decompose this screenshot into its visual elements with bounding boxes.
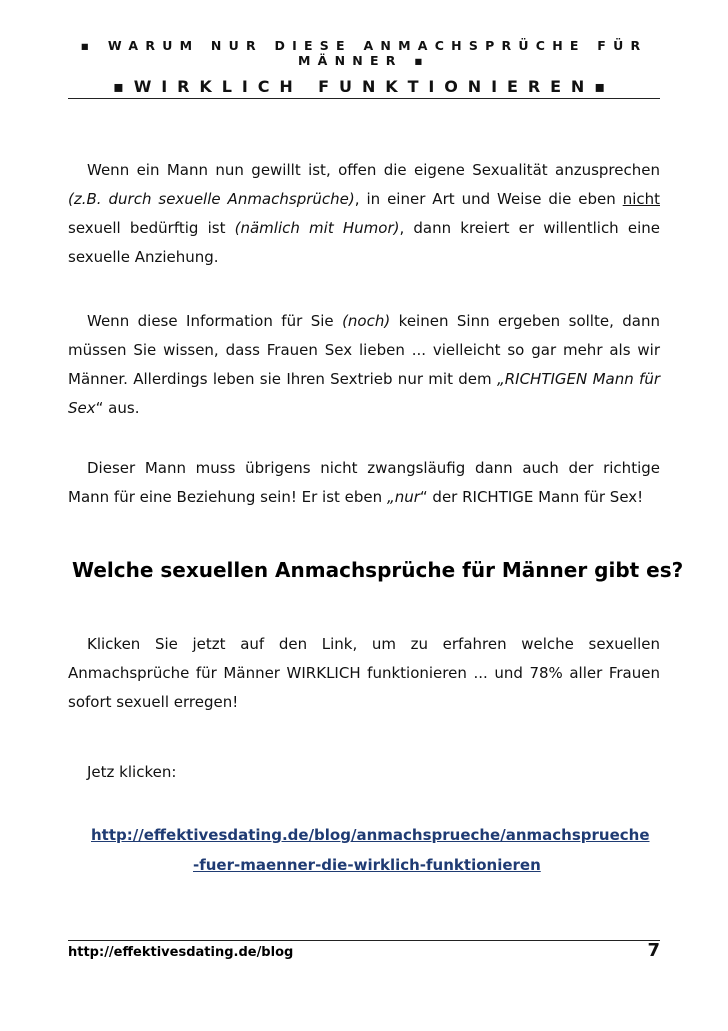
running-header-line-2: ▪WIRKLICH FUNKTIONIEREN▪ <box>112 77 616 96</box>
paragraph-3: Dieser Mann muss übrigens nicht zwangsläufig dann auch der richtige Mann für eine Beziehung sein! Er ist eben „nur“ der RICHTIGE Mann für Sex! <box>68 459 660 506</box>
paragraph-1: Wenn ein Mann nun gewillt ist, offen die eigene Sexualität anzusprechen (z.B. durch sexuelle Anmachsprüche), in einer Art und Weise die eben nicht sexuell bedürftig ist (nämlich mit Humor), dann kreiert er willentlich eine sexuelle Anziehung. <box>68 161 660 266</box>
article-link-line-2[interactable]: -fuer-maenner-die-wirklich-funktionieren <box>193 856 541 874</box>
section-heading: Welche sexuellen Anmachsprüche für Männer gibt es? <box>72 558 684 582</box>
footer-rule <box>68 940 660 941</box>
header-rule <box>68 98 660 99</box>
paragraph-5: Jetz klicken: <box>87 763 177 781</box>
footer-blog-link[interactable]: http://effektivesdating.de/blog <box>68 945 294 960</box>
article-link-line-1[interactable]: http://effektivesdating.de/blog/anmachsprueche/anmachsprueche <box>91 826 650 844</box>
paragraph-4: Klicken Sie jetzt auf den Link, um zu erfahren welche sexuellen Anmachsprüche für Männer WIRKLICH funktionieren ... und 78% aller Frauen sofort sexuell erregen! <box>68 635 660 711</box>
running-header-line-1: ▪ WARUM NUR DIESE ANMACHSPRÜCHE FÜR MÄNNER ▪ <box>80 38 648 68</box>
paragraph-2: Wenn diese Information für Sie (noch) keinen Sinn ergeben sollte, dann müssen Sie wissen, dass Frauen Sex lieben ... vielleicht so gar mehr als wir Männer. Allerdings leben sie Ihren Sextrieb nur mit dem „RICHTIGEN Mann für Sex“ aus. <box>68 312 661 417</box>
page-number: 7 <box>647 940 660 961</box>
